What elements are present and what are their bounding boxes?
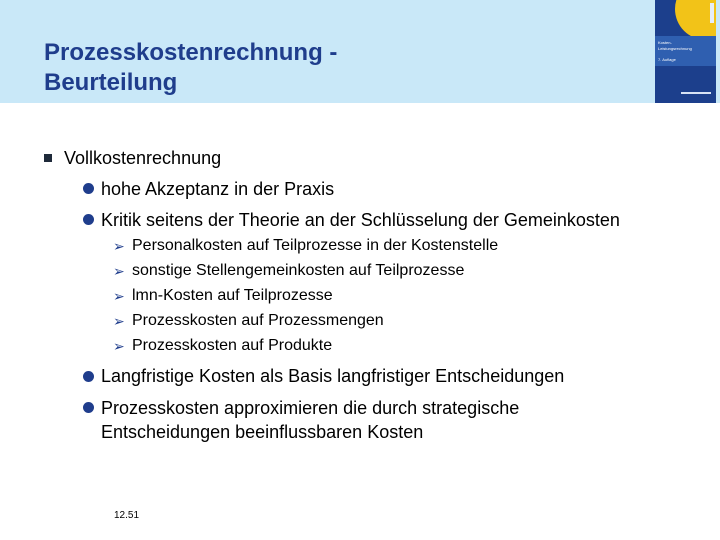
bullet-prozesskosten-approximieren: Prozesskosten approximieren die durch strategische Entscheidungen beeinflussbaren Kosten [101, 398, 520, 442]
arrow-bullet-icon: ➢ [113, 263, 125, 279]
circle-bullet-icon [83, 214, 94, 225]
circle-bullet-icon [83, 402, 94, 413]
sub-bullet-item: Prozesskosten auf Produkte [132, 337, 333, 354]
arrow-bullet-icon: ➢ [113, 288, 125, 304]
bullet-akzeptanz: hohe Akzeptanz in der Praxis [101, 179, 335, 199]
square-bullet-icon [44, 154, 52, 162]
slide-title: Prozesskostenrechnung - Beurteilung [44, 39, 338, 96]
book-cover-line: 7. Auflage [658, 57, 676, 62]
sub-bullet-item: sonstige Stellengemeinkosten auf Teilprozesse [132, 262, 465, 279]
circle-bullet-icon [83, 371, 94, 382]
book-cover-publisher-line [681, 92, 711, 94]
sub-bullet-item: Prozesskosten auf Prozessmengen [132, 312, 384, 329]
bullet-langfristige-kosten: Langfristige Kosten als Basis langfristiger Entscheidungen [101, 366, 565, 386]
sub-bullet-item: lmn-Kosten auf Teilprozesse [132, 287, 333, 304]
bullet-vollkostenrechnung: Vollkostenrechnung [64, 148, 222, 168]
page-number: 12.51 [114, 510, 140, 521]
book-cover-spine [710, 3, 714, 23]
book-cover-image [655, 0, 716, 103]
sub-bullet-item: Personalkosten auf Teilprozesse in der Kostenstelle [132, 237, 499, 254]
bullet-kritik: Kritik seitens der Theorie an der Schlüsselung der Gemeinkosten [101, 210, 620, 230]
circle-bullet-icon [83, 183, 94, 194]
book-cover-line: Leistungsrechnung [658, 46, 692, 51]
arrow-bullet-icon: ➢ [113, 238, 125, 254]
arrow-bullet-icon: ➢ [113, 313, 125, 329]
book-cover-line: Kosten- [658, 40, 672, 45]
arrow-bullet-icon: ➢ [113, 338, 125, 354]
